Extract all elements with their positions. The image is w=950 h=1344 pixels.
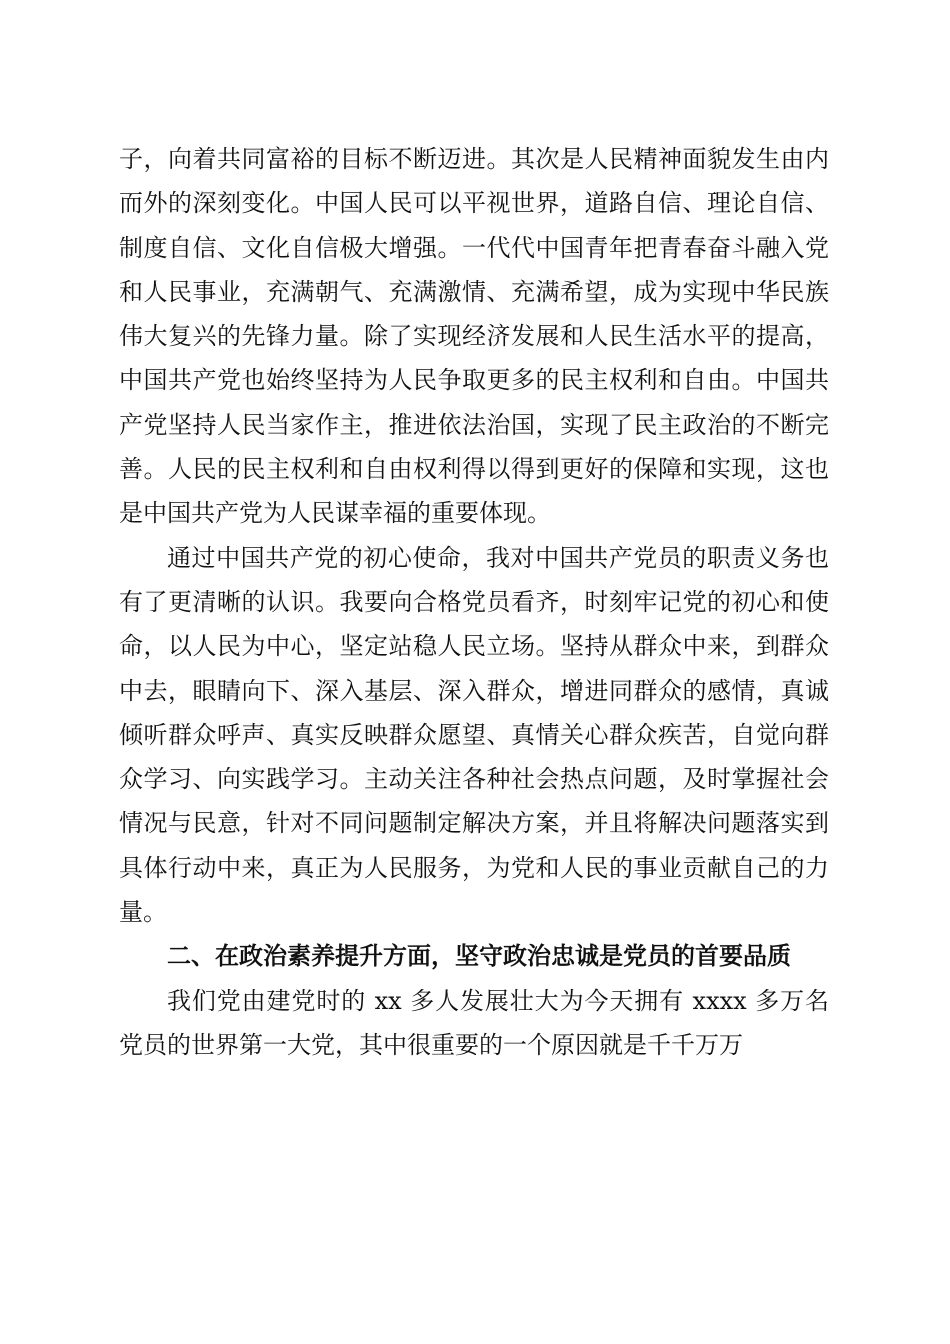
paragraph-continuation: 子，向着共同富裕的目标不断迈进。其次是人民精神面貌发生由内而外的深刻变化。中国人民可以平视世界，道路自信、理论自信、制度自信、文化自信极大增强。一代代中国青年把青春奋斗融入党和人民事业，充满朝气、充满激情、充满希望，成为实现中华民族伟大复兴的先锋力量。除了实现经济发展和人民生活水平的提高，中国共产党也始终坚持为人民争取更多的民主权利和自由。中国共产党坚持人民当家作主，推进依法治国，实现了民主政治的不断完善。人民的民主权利和自由权利得以得到更好的保障和实现，这也是中国共产党为人民谋幸福的重要体现。 [119,145,829,528]
section-heading: 二、在政治素养提升方面，坚守政治忠诚是党员的首要品质 [167,942,791,971]
paragraph-duty-awareness: 通过中国共产党的初心使命，我对中国共产党员的职责义务也有了更清晰的认识。我要向合格党员看齐，时刻牢记党的初心和使命，以人民为中心，坚定站稳人民立场。坚持从群众中来，到群众中去，眼睛向下、深入基层、深入群众，增进同群众的感情，真诚倾听群众呼声、真实反映群众愿望、真情关心群众疾苦，自觉向群众学习、向实践学习。主动关注各种社会热点问题，及时掌握社会情况与民意，针对不同问题制定解决方案，并且将解决问题落实到具体行动中来，真正为人民服务，为党和人民的事业贡献自己的力量。 [119,543,829,927]
paragraph-party-growth: 我们党由建党时的 xx 多人发展壮大为今天拥有 xxxx 多万名党员的世界第一大党，其中很重要的一个原因就是千千万万 [119,986,829,1059]
document-body [119,137,829,1067]
